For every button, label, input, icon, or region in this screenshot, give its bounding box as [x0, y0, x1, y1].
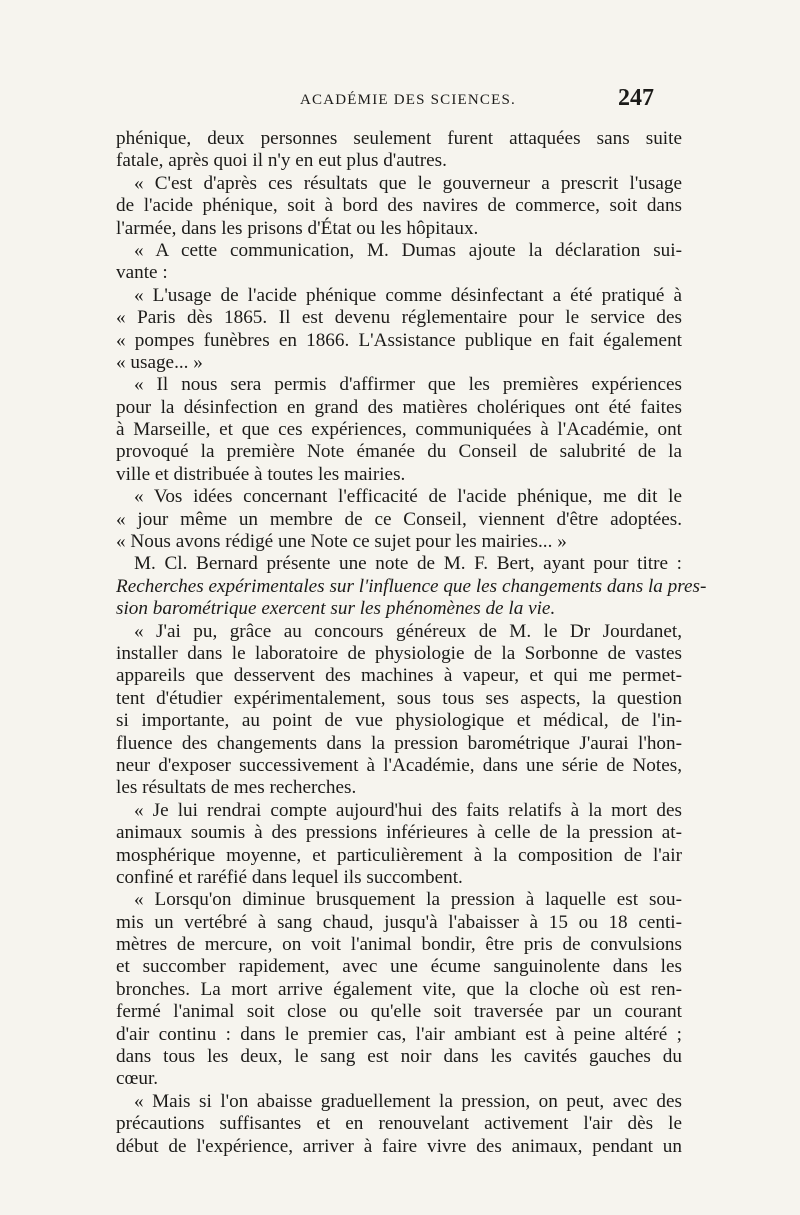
text-line: « Il nous sera permis d'affirmer que les premières expériences	[134, 374, 682, 396]
text-line: « Nous avons rédigé une Note ce sujet pour les mairies... »	[116, 531, 567, 553]
text-line: l'armée, dans les prisons d'État ou les hôpitaux.	[116, 217, 479, 239]
text-line: « Lorsqu'on diminue brusquement la pression à laquelle est sou-	[134, 889, 682, 911]
text-line: début de l'expérience, arriver à faire vivre des animaux, pendant un	[116, 1135, 682, 1157]
text-line: mètres de mercure, on voit l'animal bondir, être pris de convulsions	[116, 934, 682, 956]
text-line: bronches. La mort arrive également vite, que la cloche où est ren-	[116, 978, 682, 1000]
text-line: phénique, deux personnes seulement furent attaquées sans suite	[116, 128, 682, 149]
page-header	[0, 85, 800, 122]
text-line: « C'est d'après ces résultats que le gouverneur a prescrit l'usage	[134, 172, 682, 194]
text-line: mis un vertébré à sang chaud, jusqu'à l'abaisser à 15 ou 18 centi-	[116, 911, 682, 933]
text-line: à Marseille, et que ces expériences, communiquées à l'Académie, ont	[116, 419, 682, 441]
text-line: « pompes funèbres en 1866. L'Assistance publique en fait également	[116, 329, 682, 351]
text-line: sion barométrique exercent sur les phénomènes de la vie.	[116, 598, 556, 620]
text-line: fermé l'animal soit close ou qu'elle soit traversée par un courant	[116, 1001, 682, 1023]
text-line: fluence des changements dans la pression barométrique J'aurai l'hon-	[116, 732, 682, 754]
text-line: provoqué la première Note émanée du Conseil de salubrité de la	[116, 441, 682, 463]
text-line: si importante, au point de vue physiologique et médical, de l'in-	[116, 710, 682, 732]
text-line: « A cette communication, M. Dumas ajoute la déclaration sui-	[134, 239, 682, 261]
text-line: « usage... »	[116, 351, 203, 373]
text-line: cœur.	[116, 1068, 159, 1090]
text-line: appareils que desservent des machines à vapeur, et qui me permet-	[116, 665, 682, 687]
running-title: ACADÉMIE DES SCIENCES.	[300, 92, 516, 108]
text-line: « jour même un membre de ce Conseil, viennent d'être adoptées.	[116, 508, 682, 530]
text-line: « Paris dès 1865. Il est devenu réglementaire pour le service des	[116, 307, 682, 329]
text-line: installer dans le laboratoire de physiologie de la Sorbonne de vastes	[116, 642, 682, 664]
text-line: confiné et raréfié dans lequel ils succombent.	[116, 866, 463, 888]
text-line: tent d'étudier expérimentalement, sous tous ses aspects, la question	[116, 687, 682, 709]
text-line: « Vos idées concernant l'efficacité de l'acide phénique, me dit le	[134, 486, 682, 508]
text-line: neur d'exposer successivement à l'Académie, dans une série de Notes,	[116, 754, 682, 776]
text-line: fatale, après quoi il n'y en eut plus d'autres.	[116, 150, 447, 172]
text-line: pour la désinfection en grand des matières cholériques ont été faites	[116, 396, 682, 418]
text-line: les résultats de mes recherches.	[116, 777, 357, 799]
text-line: M. Cl. Bernard présente une note de M. F. Bert, ayant pour titre :	[134, 553, 682, 575]
text-line: « L'usage de l'acide phénique comme désinfectant a été pratiqué à	[134, 284, 682, 306]
page-number: 247	[618, 85, 654, 111]
text-line: Recherches expérimentales sur l'influence que les changements dans la pres-	[116, 575, 707, 597]
text-line: et succomber rapidement, avec une écume sanguinolente dans les	[116, 956, 682, 978]
text-line: d'air continu : dans le premier cas, l'air ambiant est à peine altéré ;	[116, 1023, 682, 1045]
text-line: animaux soumis à des pressions inférieures à celle de la pression at-	[116, 822, 682, 844]
text-line: ville et distribuée à toutes les mairies.	[116, 463, 406, 485]
body-text	[116, 128, 707, 1158]
text-line: de l'acide phénique, soit à bord des navires de commerce, soit dans	[116, 195, 682, 217]
text-line: « Je lui rendrai compte aujourd'hui des faits relatifs à la mort des	[134, 799, 682, 821]
text-line: mosphérique moyenne, et particulièrement à la composition de l'air	[116, 844, 682, 866]
text-line: « Mais si l'on abaisse graduellement la pression, on peut, avec des	[134, 1090, 682, 1112]
text-line: dans tous les deux, le sang est noir dans les cavités gauches du	[116, 1046, 682, 1068]
text-line: vante :	[116, 262, 168, 284]
text-line: précautions suffisantes et en renouvelant activement l'air dès le	[116, 1113, 682, 1135]
text-line: « J'ai pu, grâce au concours généreux de M. le Dr Jourdanet,	[134, 620, 682, 642]
